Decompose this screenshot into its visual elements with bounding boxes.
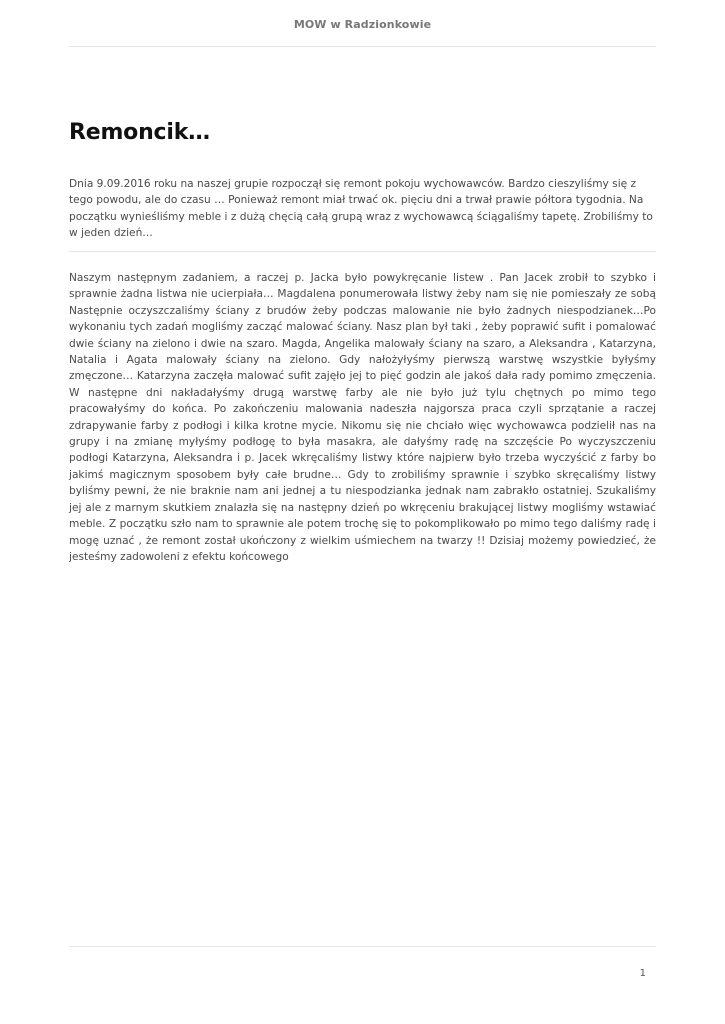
header-divider <box>69 46 656 47</box>
site-name: MOW w Radzionkowie <box>293 18 432 31</box>
post-body: Naszym następnym zadaniem, a raczej p. Jacka było powykręcanie listew . Pan Jacek zrobił to szybko i sprawnie żadna listwa nie ucierpiała… Magdalena ponumerowała listwy żeby nam się nie pomieszały ze sobą Następnie oczyszczaliśmy ściany z brudów żeby podczas malowanie nie było żadnych niespodzianek…Po wykonaniu tych zadań mogliśmy zacząć malować ściany. Nasz plan był taki , żeby poprawić sufit i pomalować dwie ściany na zielono i dwie na szaro. Magda, Angelika malowały ściany na szaro, a Aleksandra , Katarzyna, Natalia i Agata malowały ściany na zielono. Gdy nałożyłyśmy pierwszą warstwę wszystkie byłyśmy zmęczone… Katarzyna zaczęła malować sufit zajęło jej to pięć godzin ale jakoś dała rady pomimo zmęczenia. W następne dni nakładałyśmy drugą warstwę farby ale nie było już tylu chętnych po mimo tego pracowałyśmy do końca. Po zakończeniu malowania nadeszła najgorsza praca czyli sprzątanie a raczej zdrapywanie farby z podłogi i kilka krotne mycie. Nikomu się nie chciało więc wychowawca podzielił nas na grupy i na zmianę myłyśmy podłogę to była masakra, ale dałyśmy radę na szczęście Po wyczyszczeniu podłogi Katarzyna, Aleksandra i p. Jacek wkręcaliśmy listwy które najpierw było trzeba wyczyścić z farby bo jakimś magicznym sposobem były całe brudne… Gdy to zrobiliśmy sprawnie i szybko skręcaliśmy listwy byliśmy pewni, że nie braknie nam ani jednej a tu niespodzianka jednak nam zabrakło ostatniej. Szukaliśmy jej ale z marnym skutkiem znalazła się na następny dzień po wkręceniu brakującej listwy mogliśmy wstawiać meble. Z początku szło nam to sprawnie ale potem trochę się to pokomplikowało po mimo tego daliśmy radę i mogę uznać , że remont został ukończony z wielkim uśmiechem na twarzy !! Dzisiaj możemy powiedzieć, że jesteśmy zadowoleni z efektu końcowego <box>69 272 656 563</box>
post-title: Remoncik… <box>69 120 210 145</box>
post-excerpt: Dnia 9.09.2016 roku na naszej grupie rozpoczął się remont pokoju wychowawców. Bardzo cieszyliśmy się z tego powodu, ale do czasu … Ponieważ remont miał trwać ok. pięciu dni a trwał prawie półtora tygodnia. Na początku wynieśliśmy meble i z dużą chęcią całą grupą wraz z wychowawcą ściągaliśmy tapetę. Zrobiliśmy to w jeden dzień… <box>69 178 653 240</box>
content-divider <box>69 251 656 252</box>
page-number: 1 <box>639 968 646 979</box>
footer-divider <box>69 946 656 947</box>
